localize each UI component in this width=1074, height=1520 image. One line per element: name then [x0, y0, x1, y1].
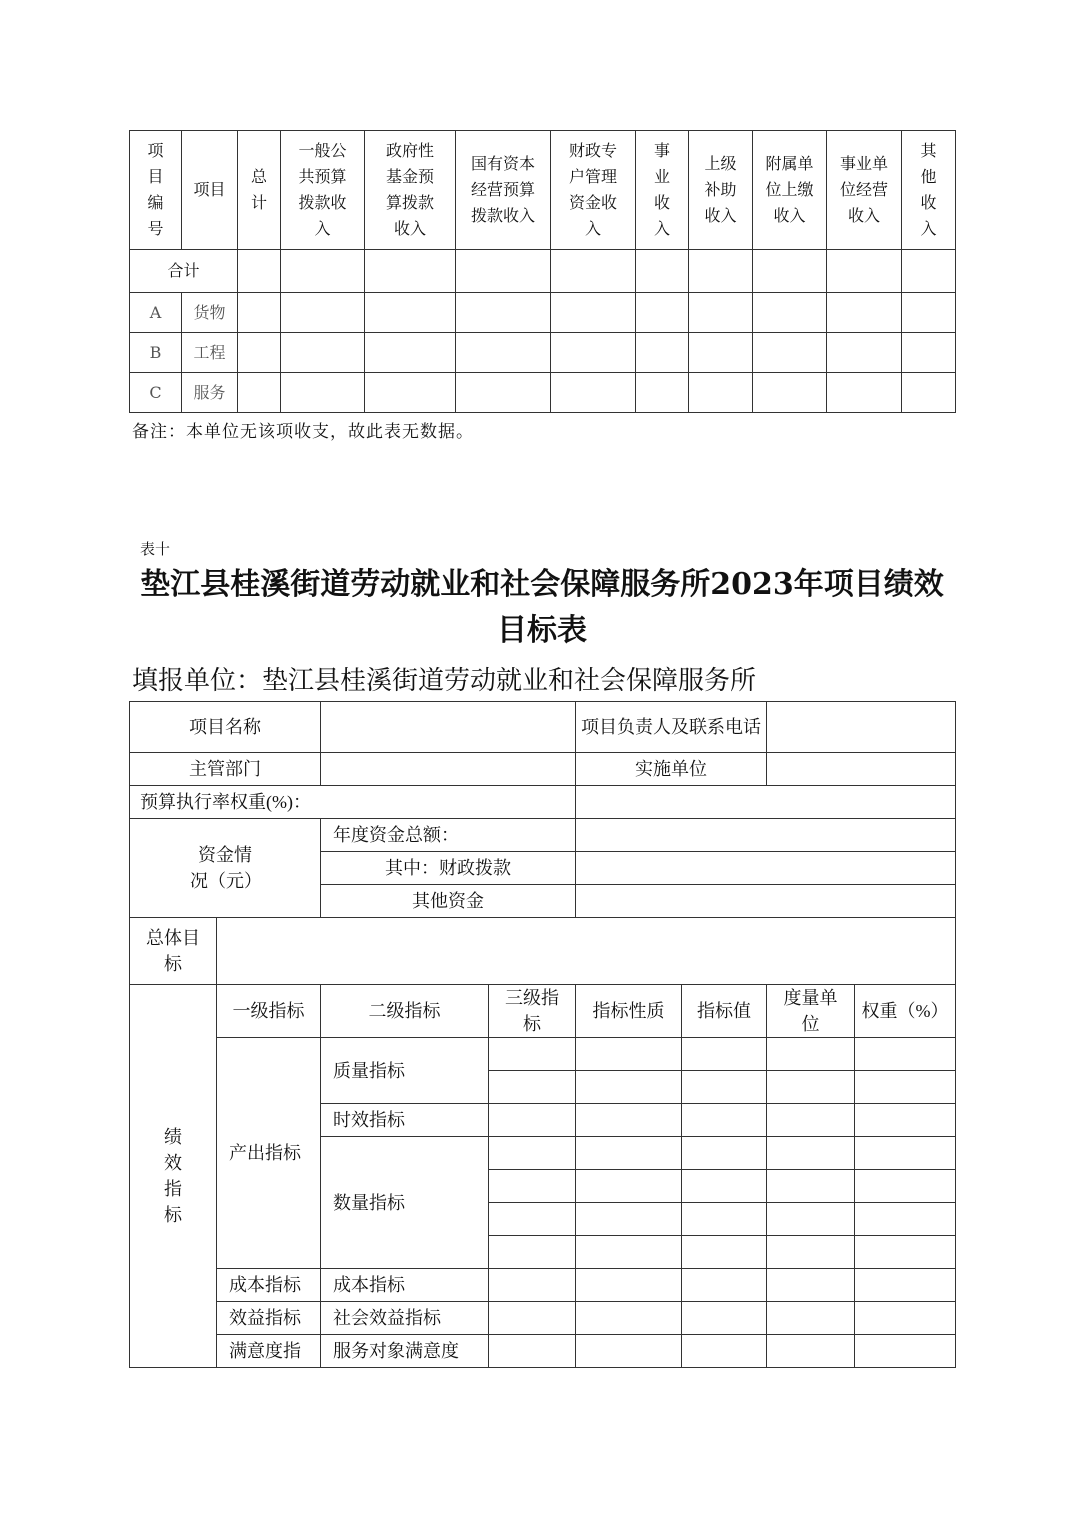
annual-total-value [576, 819, 956, 852]
empty-cell [576, 1104, 682, 1137]
empty-cell [827, 333, 902, 373]
empty-cell [489, 1071, 576, 1104]
header-cell: 财政专 户管理 资金收 入 [551, 131, 636, 250]
header-cell: 国有资本 经营预算 拨款收入 [456, 131, 551, 250]
header-cell: 其 他 收 入 [902, 131, 956, 250]
empty-cell [238, 250, 281, 293]
table-label: 表十 [140, 540, 171, 558]
empty-cell [855, 1038, 956, 1071]
header-cell: 事业单 位经营 收入 [827, 131, 902, 250]
empty-cell [855, 1104, 956, 1137]
empty-cell [365, 373, 456, 413]
empty-cell [636, 250, 689, 293]
project-name-label: 项目名称 [130, 702, 321, 753]
empty-cell [902, 373, 956, 413]
empty-cell [855, 1269, 956, 1302]
empty-cell [753, 333, 827, 373]
empty-cell [682, 1302, 767, 1335]
empty-cell [576, 1203, 682, 1236]
empty-cell [456, 250, 551, 293]
implementer-value [767, 753, 956, 786]
empty-cell [281, 293, 365, 333]
empty-cell [551, 373, 636, 413]
empty-cell [855, 1137, 956, 1170]
empty-cell [576, 1269, 682, 1302]
empty-cell [281, 333, 365, 373]
row-code: C [130, 373, 182, 413]
empty-cell [365, 293, 456, 333]
empty-cell [855, 1071, 956, 1104]
performance-label: 绩效指标 [130, 985, 217, 1368]
cost-label: 成本指标 [217, 1269, 321, 1302]
table-row [130, 293, 956, 333]
empty-cell [827, 250, 902, 293]
empty-cell [551, 333, 636, 373]
benefit-label: 效益指标 [217, 1302, 321, 1335]
empty-cell [551, 293, 636, 333]
empty-cell [456, 333, 551, 373]
empty-cell [365, 250, 456, 293]
fiscal-value [576, 852, 956, 885]
project-name-value [321, 702, 576, 753]
empty-cell [576, 1071, 682, 1104]
satisfaction-sub-label: 服务对象满意度 [321, 1335, 489, 1368]
project-leader-value [767, 702, 956, 753]
revenue-table [129, 130, 956, 413]
header-cell: 项 目 编 号 [130, 131, 182, 250]
cost-sub-label: 成本指标 [321, 1269, 489, 1302]
empty-cell [767, 1038, 855, 1071]
empty-cell [902, 250, 956, 293]
header-cell: 一般公 共预算 拨款收 入 [281, 131, 365, 250]
supervisor-label: 主管部门 [130, 753, 321, 786]
annual-total-label: 年度资金总额： [321, 819, 576, 852]
empty-cell [753, 373, 827, 413]
empty-cell [281, 373, 365, 413]
quantity-label: 数量指标 [321, 1137, 489, 1269]
empty-cell [576, 1302, 682, 1335]
empty-cell [767, 1170, 855, 1203]
empty-cell [689, 293, 753, 333]
empty-cell [767, 1302, 855, 1335]
empty-cell [682, 1170, 767, 1203]
empty-cell [682, 1038, 767, 1071]
header-cell: 事 业 收 入 [636, 131, 689, 250]
empty-cell [767, 1269, 855, 1302]
empty-cell [682, 1104, 767, 1137]
implementer-label: 实施单位 [576, 753, 767, 786]
performance-goal-table [129, 701, 956, 1368]
empty-cell [489, 1104, 576, 1137]
header-cell: 上级 补助 收入 [689, 131, 753, 250]
supervisor-value [321, 753, 576, 786]
table-note: 备注：本单位无该项收支，故此表无数据。 [132, 422, 474, 442]
empty-cell [855, 1203, 956, 1236]
empty-cell [682, 1203, 767, 1236]
empty-cell [489, 1137, 576, 1170]
empty-cell [238, 373, 281, 413]
empty-cell [682, 1236, 767, 1269]
empty-cell [689, 250, 753, 293]
header-cell: 附属单 位上缴 收入 [753, 131, 827, 250]
total-row [130, 250, 956, 293]
empty-cell [855, 1335, 956, 1368]
empty-cell [576, 1137, 682, 1170]
empty-cell [689, 373, 753, 413]
empty-cell [682, 1269, 767, 1302]
table-row [130, 373, 956, 413]
empty-cell [767, 1137, 855, 1170]
empty-cell [456, 373, 551, 413]
benefit-sub-label: 社会效益指标 [321, 1302, 489, 1335]
empty-cell [689, 333, 753, 373]
empty-cell [489, 1302, 576, 1335]
other-funds-label: 其他资金 [321, 885, 576, 918]
quality-label: 质量指标 [321, 1038, 489, 1104]
empty-cell [281, 250, 365, 293]
empty-cell [636, 373, 689, 413]
empty-cell [827, 293, 902, 333]
empty-cell [576, 1170, 682, 1203]
header-cell: 政府性 基金预 算拨款 收入 [365, 131, 456, 250]
timeliness-label: 时效指标 [321, 1104, 489, 1137]
empty-cell [753, 250, 827, 293]
project-leader-label: 项目负责人及联系电话 [576, 702, 767, 753]
empty-cell [767, 1335, 855, 1368]
empty-cell [855, 1170, 956, 1203]
empty-cell [551, 250, 636, 293]
empty-cell [365, 333, 456, 373]
total-label: 合计 [130, 250, 238, 293]
empty-cell [238, 333, 281, 373]
empty-cell [767, 1203, 855, 1236]
col-header: 三级指标 [489, 985, 576, 1038]
col-header: 指标性质 [576, 985, 682, 1038]
empty-cell [489, 1236, 576, 1269]
empty-cell [636, 293, 689, 333]
empty-cell [576, 1038, 682, 1071]
empty-cell [489, 1203, 576, 1236]
output-label: 产出指标 [217, 1038, 321, 1269]
empty-cell [767, 1071, 855, 1104]
row-name: 货物 [182, 293, 238, 333]
empty-cell [767, 1236, 855, 1269]
row-name: 工程 [182, 333, 238, 373]
funds-label: 资金情况（元） [130, 819, 321, 918]
empty-cell [576, 1236, 682, 1269]
empty-cell [827, 373, 902, 413]
col-header: 二级指标 [321, 985, 489, 1038]
reporting-unit: 填报单位：垫江县桂溪街道劳动就业和社会保障服务所 [132, 666, 757, 696]
page-title: 垫江县桂溪街道劳动就业和社会保障服务所2023年项目绩效目标表 [140, 567, 944, 648]
col-header: 指标值 [682, 985, 767, 1038]
row-code: B [130, 333, 182, 373]
col-header: 一级指标 [217, 985, 321, 1038]
overall-goal-value [217, 918, 956, 985]
empty-cell [489, 1170, 576, 1203]
budget-weight-value [576, 786, 956, 819]
empty-cell [902, 293, 956, 333]
budget-weight-label: 预算执行率权重(%)： [130, 786, 576, 819]
header-cell: 项目 [182, 131, 238, 250]
empty-cell [682, 1071, 767, 1104]
empty-cell [489, 1038, 576, 1071]
empty-cell [855, 1302, 956, 1335]
col-header: 度量单位 [767, 985, 855, 1038]
row-name: 服务 [182, 373, 238, 413]
empty-cell [489, 1269, 576, 1302]
empty-cell [636, 333, 689, 373]
overall-goal-label: 总体目标 [130, 918, 217, 985]
table-header-row [130, 131, 956, 250]
empty-cell [456, 293, 551, 333]
empty-cell [767, 1104, 855, 1137]
empty-cell [753, 293, 827, 333]
empty-cell [902, 333, 956, 373]
empty-cell [682, 1335, 767, 1368]
other-funds-value [576, 885, 956, 918]
empty-cell [238, 293, 281, 333]
empty-cell [855, 1236, 956, 1269]
col-header: 权重（%） [855, 985, 956, 1038]
empty-cell [489, 1335, 576, 1368]
fiscal-label: 其中：财政拨款 [321, 852, 576, 885]
row-code: A [130, 293, 182, 333]
empty-cell [576, 1335, 682, 1368]
header-cell: 总 计 [238, 131, 281, 250]
table-row [130, 333, 956, 373]
satisfaction-label: 满意度指 [217, 1335, 321, 1368]
empty-cell [682, 1137, 767, 1170]
